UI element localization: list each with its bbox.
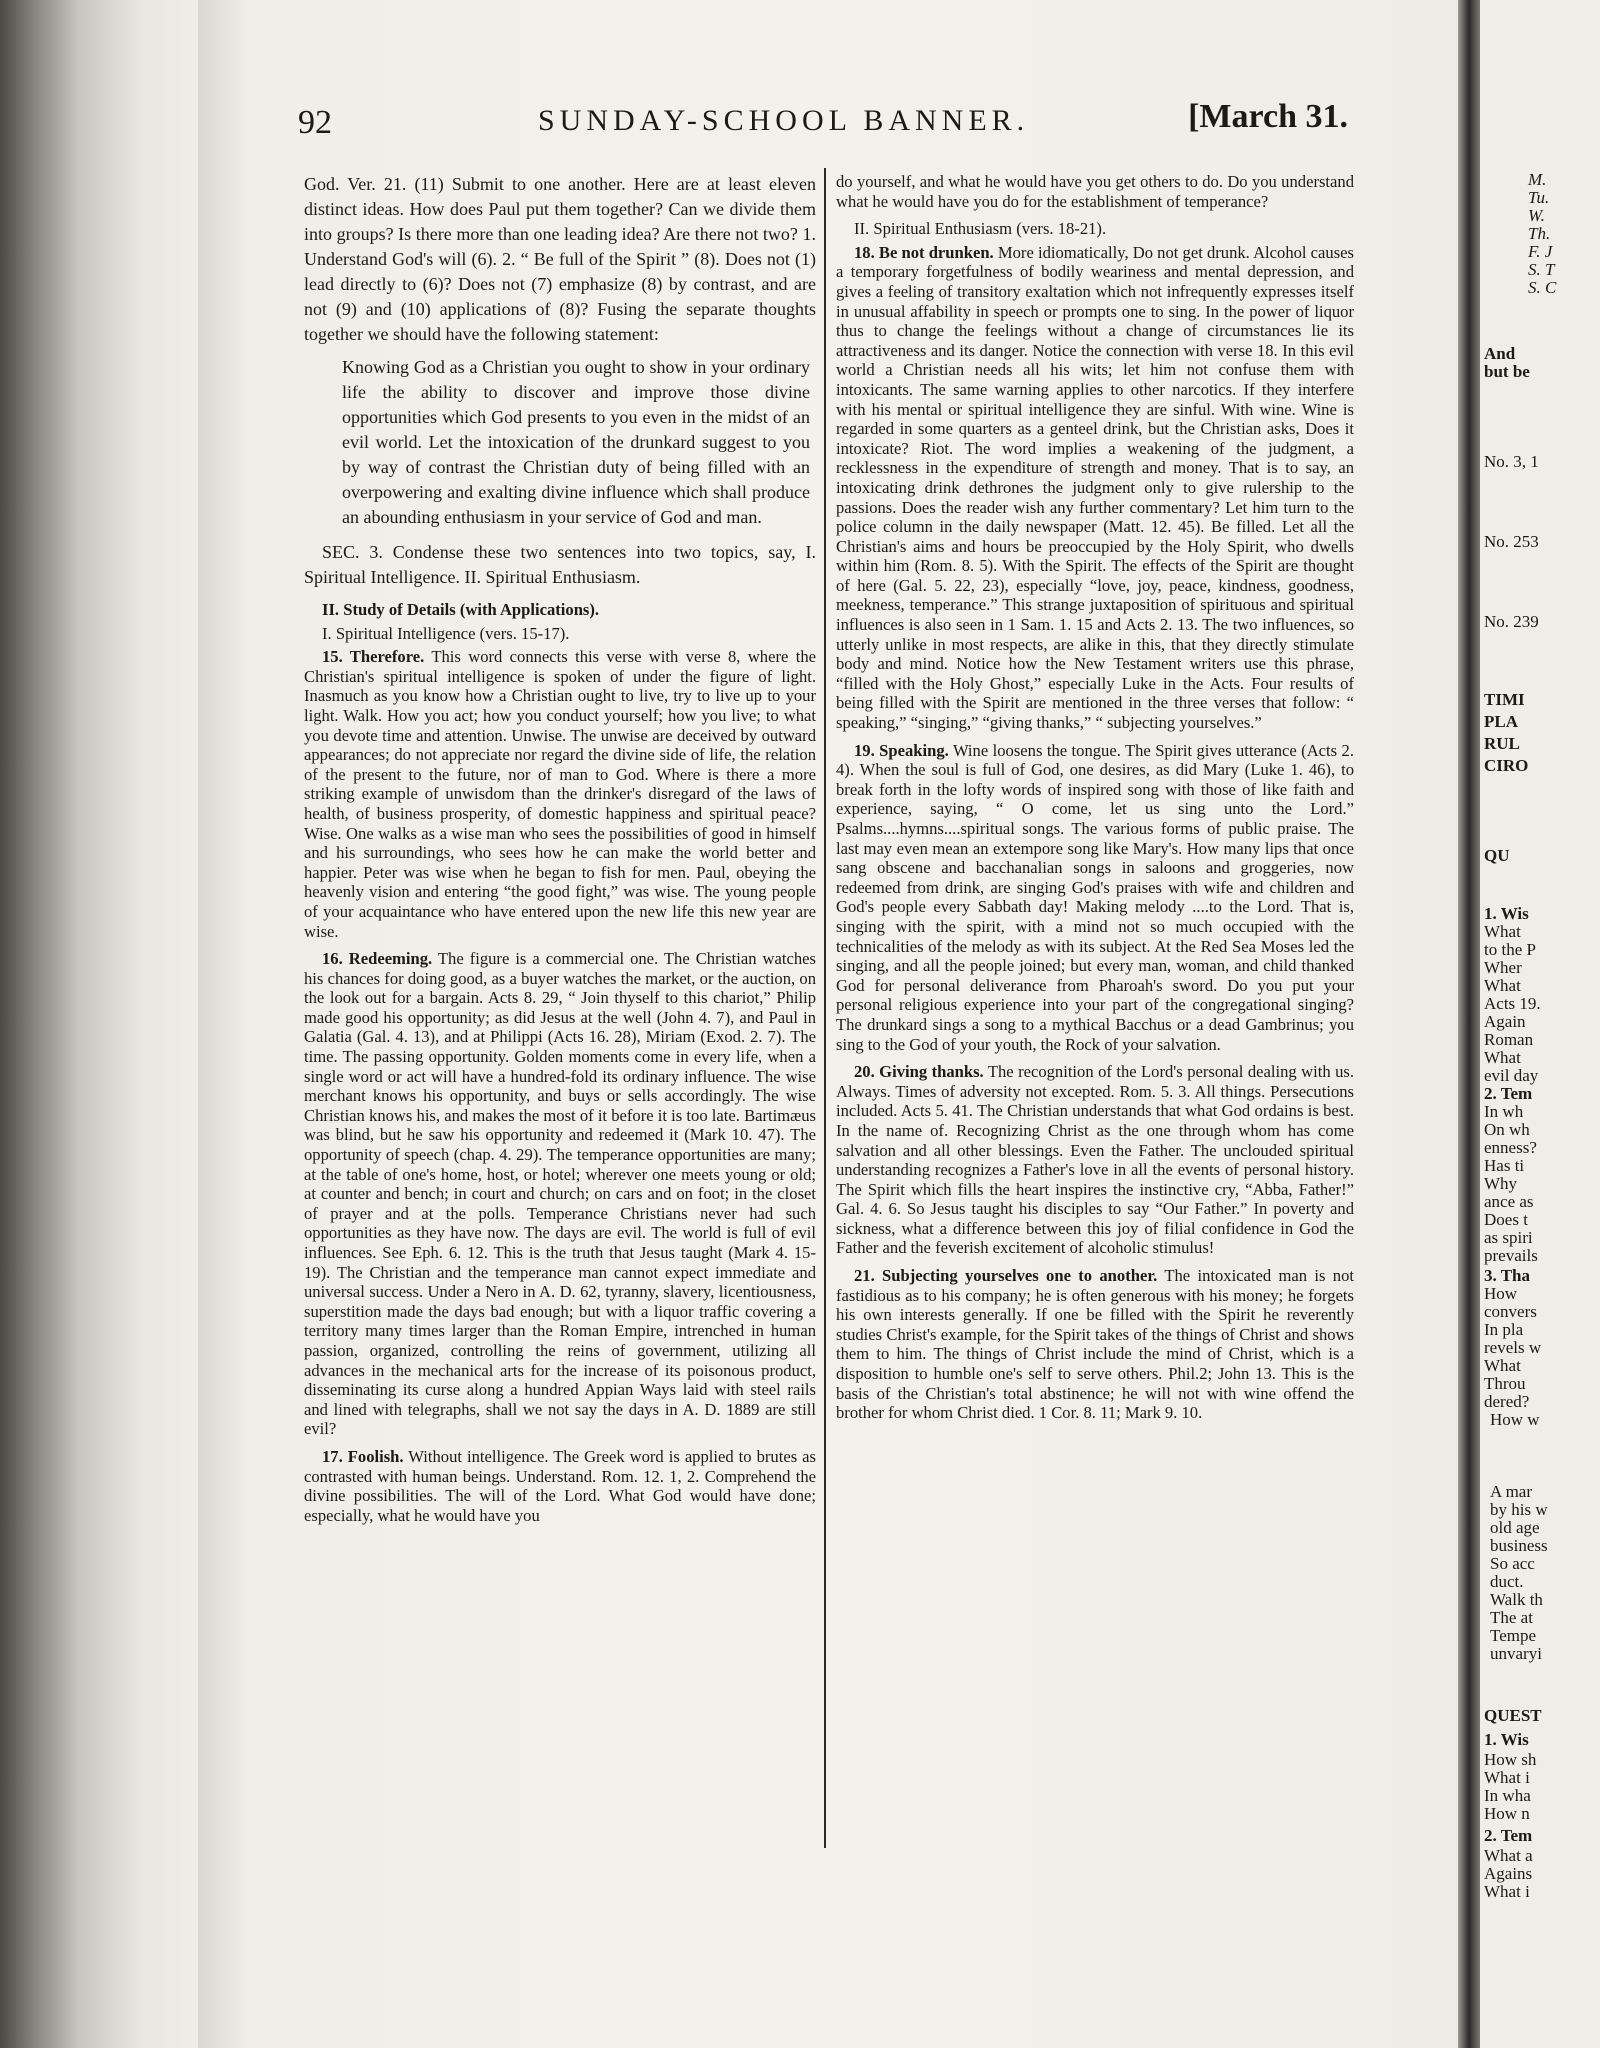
adjacent-page-text: No. 253 xyxy=(1484,532,1539,551)
verse-20-note xyxy=(836,1062,1354,1258)
page-number: 92 xyxy=(298,104,332,141)
adjacent-page-text: to the P xyxy=(1484,940,1536,959)
study-heading: II. Study of Details (with Applications). xyxy=(322,600,600,619)
right-column xyxy=(836,172,1354,1431)
running-title: SUNDAY-SCHOOL BANNER. xyxy=(538,104,1030,137)
adjacent-page-text: 1. Wis xyxy=(1484,1730,1529,1749)
adjacent-page-text: ance as xyxy=(1484,1192,1534,1211)
verse-20-text: The recognition of the Lord's personal dealing with us. Always. Times of adversity not excepted. Rom. 5. 3. All things. Persecutions included. Acts 5. 41. The Christian understands that what God ordains is best. In the name of. Recognizing Christ as the one through whom has come salvation and all other blessings. Even the Father. The unclouded spiritual understanding recognizes a Father's love in all the events of personal history. The Spirit which fills the heart inspires the instinctive cry, “Abba, Father!” Gal. 4. 6. So Jesus taught his disciples to say “Our Father.” In poverty and sickness, what a difference between this joy of filial confidence in God the Father and the feverish excitement of alcoholic stimulus! xyxy=(836,1062,1354,1258)
adjacent-page-text: 2. Tem xyxy=(1484,1826,1533,1845)
adjacent-page-text: Tempe xyxy=(1490,1626,1537,1645)
adjacent-page-text: M. xyxy=(1528,170,1547,189)
verse-21-note xyxy=(836,1266,1354,1423)
verse-18-text: More idiomatically, Do not get drunk. Alcohol causes a temporary forgetfulness of bodily weariness and mental depression, and gives a feeling of transitory exaltation which not infrequently expresses itself in unusual affability in speech or prompts one to sing. In the power of liquor thus to change the feelings without a change of circumstances lie its attractiveness and its danger. Notice the connection with verse 18. In this evil world a Christian needs all his wits; let him not confuse them with intoxicants. The same warning applies to other narcotics. If they interfere with his mental or spiritual intelligence they are sinful. With wine. Wine is regarded in some quarters as a genteel drink, but the Christian asks, Does it intoxicate? Riot. The word implies a weakening of the judgment, a recklessness in the expenditure of strength and money. That is to say, an intoxicating drink dethrones the judgment only to give rulership to the passions. Does the reader wish any further commentary? Let him turn to the police column in the daily newspaper (Matt. 12. 45). Be filled. Let all the Christian's aims and hours be preoccupied by the Holy Spirit, who dwells within him (Rom. 8. 5). With the Spirit. The effects of the Spirit are thought of here (Gal. 5. 22, 23), especially “love, joy, peace, kindness, goodness, meekness, temperance.” This strange juxtaposition of spirituous and spiritual influences is also seen in 1 Sam. 1. 15 and Acts 2. 13. The two influences, so utterly unlike in most respects, are alike in this, that they directly stimulate body and mind. Notice how the New Testament writers use this phrase, “filled with the Holy Ghost,” especially Luke in the Acts. Four results of being filled with the Spirit are mentioned in the three verses that follow: “ speaking,” “singing,” “giving thanks,” “ subjecting yourselves.” xyxy=(836,242,1354,733)
verse-15-note xyxy=(304,647,816,941)
adjacent-page-text: by his w xyxy=(1490,1500,1548,1519)
adjacent-page-text: Has ti xyxy=(1484,1156,1525,1175)
verse-20-heading: 20. Giving thanks. xyxy=(854,1062,984,1082)
adjacent-page-text: What i xyxy=(1484,1882,1530,1901)
verse-19-text: Wine loosens the tongue. The Spirit gives utterance (Acts 2. 4). When the soul is full of God, one desires, as did Mary (Luke 1. 46), to break forth in the lofty words of inspired song with those of like faith and experience, saying, “ O come, let us sing unto the Lord.” Psalms....hymns....spiritual songs. The various forms of public praise. The last may even mean an extempore song like Mary's. How many lips that once sang obscene and bacchanalian songs in saloons and groggeries, now redeemed from drink, are singing God's praises with wife and children and God's people every Sabbath day! Making melody ....to the Lord. That is, singing with the spirit, with a mind not so much occupied with the technicalities of the melody as with its subject. At the Red Sea Moses led the singing, and all the people joined; but every man, woman, and child thanked God for personal deliverance from Pharoah's sword. Do you put your personal religious experience into your part of the congregational singing? The drunkard sings a song to a mythical Bacchus or a dead Gambrinus; you sing to the God of your youth, the Rock of your salvation. xyxy=(836,740,1354,1054)
verse-17-note xyxy=(304,1447,816,1525)
adjacent-page-fragment xyxy=(1480,0,1600,2048)
verse-21-text: The intoxicated man is not fastidious as to his company; he is often generous with his money; he forgets his own interests generally. If one be filled with the Spirit he reverently studies Christ's example, for the Spirit takes of the things of Christ and shows them to him. The things of Christ include the mind of Christ, which is a disposition to humble one's self to serve others. Phil.2; John 13. This is the basis of the Christian's total abstinence; he will not with wine offend the brother for whom Christ died. 1 Cor. 8. 11; Mark 9. 10. xyxy=(836,1266,1354,1423)
adjacent-page-text: QU xyxy=(1484,846,1510,865)
adjacent-page-text: No. 3, 1 xyxy=(1484,452,1539,471)
adjacent-page-text: but be xyxy=(1484,362,1530,381)
adjacent-page-text: No. 239 xyxy=(1484,612,1539,631)
adjacent-page-text: enness? xyxy=(1484,1138,1537,1157)
adjacent-page-text: 2. Tem xyxy=(1484,1084,1533,1103)
adjacent-page-text: On wh xyxy=(1484,1120,1530,1139)
verse-17-text: Without intelligence. The Greek word is applied to brutes as contrasted with human beings. Understand. Rom. 12. 1, 2. Comprehend the divine possibilities. The will of the Lord. What God would have done; especially, what he would have you xyxy=(304,1446,816,1525)
verse-16-note xyxy=(304,949,816,1439)
adjacent-page-text: unvaryi xyxy=(1490,1644,1542,1663)
adjacent-page-text: In wh xyxy=(1484,1102,1524,1121)
adjacent-page-text: Th. xyxy=(1528,224,1551,243)
adjacent-page-text: 1. Wis xyxy=(1484,904,1529,923)
adjacent-page-text: 3. Tha xyxy=(1484,1266,1530,1285)
adjacent-page-text: Tu. xyxy=(1528,188,1550,207)
adjacent-page-text: What xyxy=(1484,976,1521,995)
adjacent-page-text: What a xyxy=(1484,1846,1533,1865)
verse-17-heading: 17. Foolish. xyxy=(322,1446,404,1466)
adjacent-page-text: In wha xyxy=(1484,1786,1531,1805)
adjacent-page-text: A mar xyxy=(1490,1482,1533,1501)
continued-text: do yourself, and what he would have you get others to do. Do you understand what he would have you do for the establishment of temperance? xyxy=(836,172,1354,211)
verse-21-heading: 21. Subjecting yourselves one to another. xyxy=(854,1266,1158,1286)
adjacent-page-text: duct. xyxy=(1490,1572,1524,1591)
adjacent-page-text: So acc xyxy=(1490,1554,1535,1573)
adjacent-page-text: What i xyxy=(1484,1768,1530,1787)
left-column xyxy=(304,172,816,1533)
topic-one: I. Spiritual Intelligence (vers. 15-17). xyxy=(322,623,570,643)
column-rule xyxy=(824,168,826,1848)
verse-15-heading: 15. Therefore. xyxy=(322,647,425,667)
book-gutter xyxy=(1458,0,1480,2048)
adjacent-page-text: PLA xyxy=(1484,712,1518,731)
adjacent-page-text: prevails xyxy=(1484,1246,1538,1265)
verse-15-text: This word connects this verse with verse 8, where the Christian's spiritual intelligence is spoken of under the figure of light. Inasmuch as you know how a Christian ought to live, try to live up to your light. Walk. How you act; how you conduct yourself; how you live; to what you devote time and attention. Unwise. The unwise are deceived by outward appearances; do not appreciate nor regard the divine side of life, the relation of the present to the future, nor of man to God. Where is there a more striking example of unwisdom than the drinker's disregard of the laws of health, of business prosperity, of domestic happiness and spiritual peace? Wise. One walks as a wise man who sees the possibilities of good in himself and his surroundings, who sees how he can make the world better and happier. Peter was wise when he began to fish for men. Paul, obeying the heavenly vision and entering “the good fight,” was wise. The young people of your acquaintance who have entered upon the new life this new year are wise. xyxy=(304,647,816,941)
adjacent-page-text: Roman xyxy=(1484,1030,1534,1049)
book-edge-shadow xyxy=(0,0,200,2048)
adjacent-page-text: Throu xyxy=(1484,1374,1526,1393)
verse-19-heading: 19. Speaking. xyxy=(854,740,949,760)
verse-18-note xyxy=(836,243,1354,733)
adjacent-page-text: How w xyxy=(1490,1410,1540,1429)
adjacent-page-text: What xyxy=(1484,1356,1521,1375)
adjacent-page-text: dered? xyxy=(1484,1392,1530,1411)
page-header xyxy=(298,92,1348,152)
adjacent-page-text: as spiri xyxy=(1484,1228,1533,1247)
adjacent-page-text: What xyxy=(1484,922,1521,941)
adjacent-page-text: The at xyxy=(1490,1608,1533,1627)
adjacent-page-text: evil day xyxy=(1484,1066,1539,1085)
adjacent-page-text: In pla xyxy=(1484,1320,1524,1339)
adjacent-page-text: business xyxy=(1490,1536,1548,1555)
adjacent-page-text: CIRO xyxy=(1484,756,1529,775)
adjacent-page-text: S. C xyxy=(1528,278,1557,297)
adjacent-page-text: Wher xyxy=(1484,958,1522,977)
adjacent-page-text: Again xyxy=(1484,1012,1526,1031)
adjacent-page-text: Acts 19. xyxy=(1484,994,1541,1013)
adjacent-page-text: old age xyxy=(1490,1518,1540,1537)
verse-16-text: The figure is a commercial one. The Christian watches his chances for doing good, as a buyer watches the market, or the auction, on the look out for a bargain. Acts 8. 29, “ Join thyself to this chariot,” Philip made good his opportunity; as did Jesus at the well (John 4. 7), and Paul in Galatia (Gal. 4. 13), and at Philippi (Acts 16. 28), Miriam (Exod. 2. 7). The time. The passing opportunity. Golden moments come in every life, when a single word or act will have a hundred-fold its ordinary influence. The wise merchant knows his opportunity, and buys or sells accordingly. The wise Christian knows his, and makes the most of it before it is too late. Bartimæus was blind, but he saw his opportunity and redeemed it (Mark 10. 47). The opportunity of speech (chap. 4. 29). The temperance opportunities are many; at the table of one's home, host, or hotel; wherever one meets young or old; at counter and bench; in court and church; on cars and on foot; in the closet of prayer and at the polls. Temperance Christians never had such opportunities as they have now. The days are evil. The world is full of evil influences. See Eph. 6. 12. This is the truth that Jesus taught (Mark 4. 15-19). The Christian and the temperance man cannot expect immediate and universal success. Under a Nero in A. D. 62, tyranny, slavery, licentiousness, superstition made the days bad enough; but with a liquor traffic covering a territory many times larger than the Roman Empire, intrenched in human passion, organized, controlling the reins of government, utilizing all advances in the mechanical arts for the increase of its poisonous product, disseminating its curse along a hundred Appian Ways laid with steel rails and lined with telegraphs, shall we not say the days in A. D. 1889 are still evil? xyxy=(304,949,817,1439)
topic-two: II. Spiritual Enthusiasm (vers. 18-21). xyxy=(854,219,1107,239)
adjacent-page-text: Walk th xyxy=(1490,1590,1543,1609)
adjacent-page-text: convers xyxy=(1484,1302,1537,1321)
section-3: SEC. 3. Condense these two sentences into two topics, say, I. Spiritual Intelligence. II. Spiritual Enthusiasm. xyxy=(304,542,816,587)
adjacent-page-text: How xyxy=(1484,1284,1518,1303)
verse-16-heading: 16. Redeeming. xyxy=(322,949,433,969)
adjacent-page-text: revels w xyxy=(1484,1338,1542,1357)
intro-paragraph: God. Ver. 21. (11) Submit to one another. Here are at least eleven distinct ideas. How does Paul put them together? Can we divide them into groups? Is there more than one leading idea? Are there not two? 1. Understand God's will (6). 2. “ Be full of the Spirit ” (8). Does not (1) lead directly to (6)? Does not (7) emphasize (8) by contrast, and are not (9) and (10) applications of (8)? Fusing the separate thoughts together we should have the following statement: xyxy=(304,174,816,344)
adjacent-page-text: S. T xyxy=(1528,260,1555,279)
adjacent-page-text: TIMI xyxy=(1484,690,1525,709)
adjacent-page-text: W. xyxy=(1528,206,1545,225)
adjacent-page-text: QUEST xyxy=(1484,1706,1542,1725)
adjacent-page-text: RUL xyxy=(1484,734,1520,753)
adjacent-page-text: What xyxy=(1484,1048,1521,1067)
summary-statement: Knowing God as a Christian you ought to show in your ordinary life the ability to discover and improve those divine opportunities which God presents to you even in the midst of an evil world. Let the intoxication of the drunkard suggest to you by way of contrast the Christian duty of being filled with an overpowering and exalting divine influence which shall produce an abounding enthusiasm in your service of God and man. xyxy=(342,357,810,527)
adjacent-page-text: Why xyxy=(1484,1174,1518,1193)
adjacent-page-text: Does t xyxy=(1484,1210,1528,1229)
verse-19-note xyxy=(836,741,1354,1055)
adjacent-page-text: Agains xyxy=(1484,1864,1533,1883)
adjacent-page-text: F. J xyxy=(1528,242,1553,261)
issue-date: [March 31. xyxy=(1188,98,1348,135)
adjacent-page-text: How n xyxy=(1484,1804,1530,1823)
adjacent-page-text: And xyxy=(1484,344,1516,363)
adjacent-page-text: How sh xyxy=(1484,1750,1537,1769)
verse-18-heading: 18. Be not drunken. xyxy=(854,242,994,262)
